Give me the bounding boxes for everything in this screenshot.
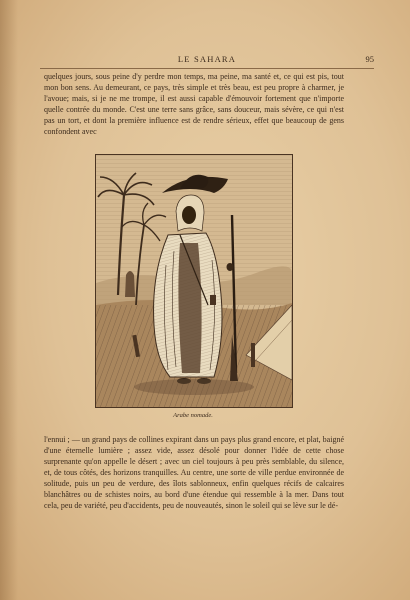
body-paragraph-bottom: l'ennui ; — un grand pays de collines expirant dans un pays plus grand encore, et plat, baigné d'une éternelle lumière ; assez vide, assez désolé pour donner l'idée de cette chose surprenante qu'on appelle le désert ; avec un ciel toujours à peu près semblable, du silence, et, de tous côtés, des horizons tranquilles. Au centre, une sorte de ville perdue environnée de solitude, puis un peu de verdure, des îlots sablonneux, enfin quelques récifs de calcaires blanchâtres ou de schistes noirs, au bord d'une étendue qui ressemble à la mer. Dans tout cela, peu de variété, peu d'accidents, peu de nouveautés, sinon le soleil qui se lève sur le dé- (44, 435, 344, 510)
running-header (40, 54, 374, 69)
running-title: LE SAHARA (177, 54, 237, 64)
figure-caption: Arabe nomade. (173, 412, 213, 419)
body-paragraph-top: quelques jours, sous peine d'y perdre mon temps, ma peine, ma santé et, ce qui est pis, tout mon bon sens. Au demeurant, ce pays, très simple et très beau, est peu propre à charmer, je l'avoue; mais, si je ne me trompe, il est aussi capable d'émouvoir fortement que n'importe quelle contrée du monde. C'est une terre sans grâce, sans douceur, mais sévère, ce qui n'est pas un tort, et dont la première influence est de rendre sérieux, effet que beaucoup de gens confondent avec (44, 72, 344, 136)
engraving-illustration (95, 154, 293, 408)
page-number: 95 (365, 54, 374, 64)
